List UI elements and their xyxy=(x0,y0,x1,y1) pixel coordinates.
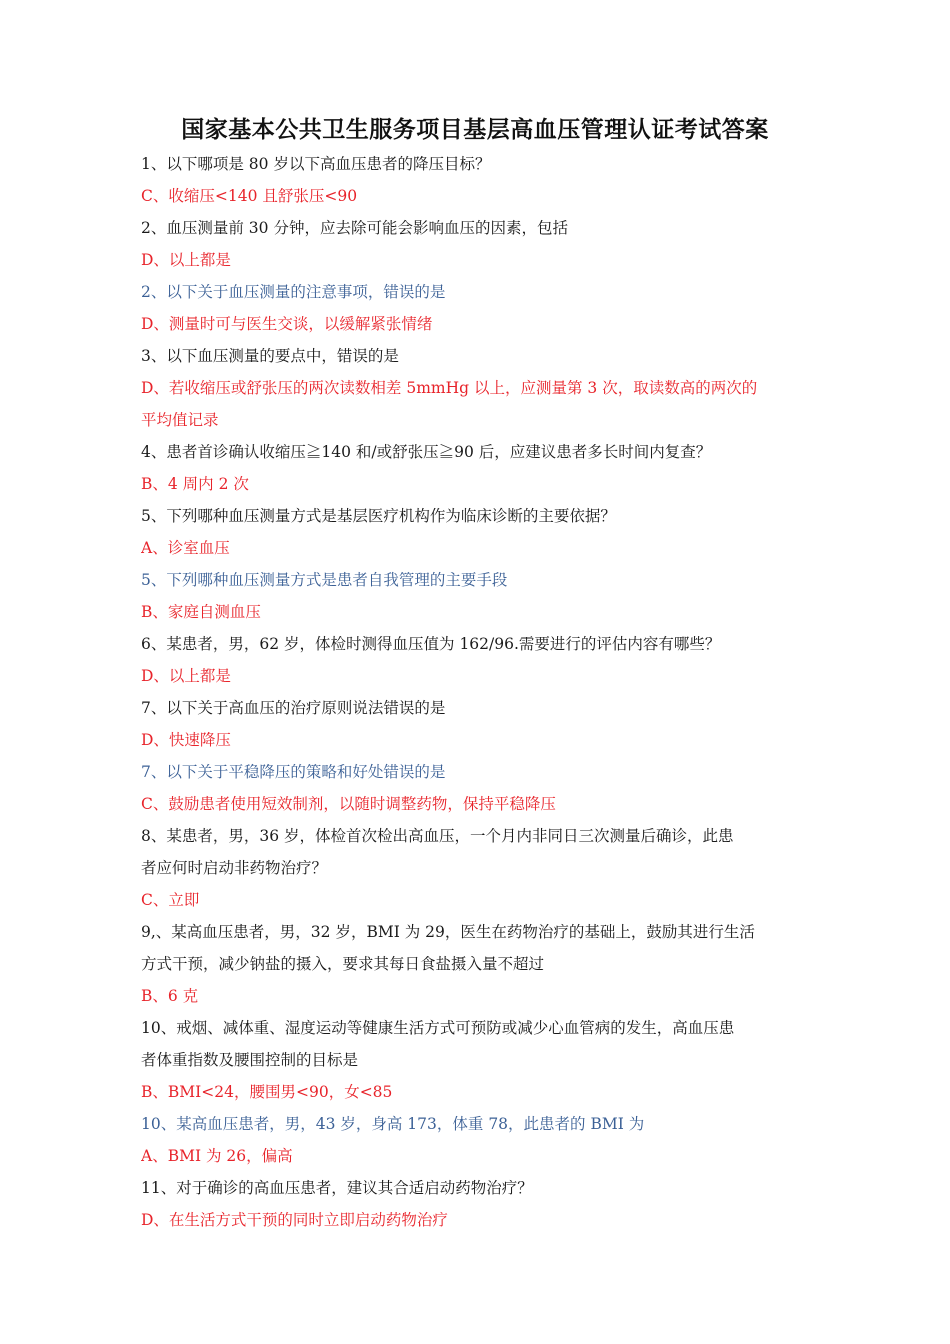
answer-line: B、6 克 xyxy=(141,987,199,1005)
question-line: 10、戒烟、减体重、湿度运动等健康生活方式可预防或减少心血管病的发生，高血压患 xyxy=(141,1019,735,1037)
question-line-variant: 7、以下关于平稳降压的策略和好处错误的是 xyxy=(141,763,446,781)
answer-line: A、BMI 为 26，偏高 xyxy=(141,1147,293,1165)
answer-line: D、快速降压 xyxy=(141,731,231,749)
question-line-variant: 2、以下关于血压测量的注意事项，错误的是 xyxy=(141,283,446,301)
answer-line: D、在生活方式干预的同时立即启动药物治疗 xyxy=(141,1211,448,1229)
question-line-variant: 10、某高血压患者，男，43 岁，身高 173，体重 78，此患者的 BMI 为 xyxy=(141,1115,645,1133)
question-line: 者体重指数及腰围控制的目标是 xyxy=(141,1051,359,1069)
document-body xyxy=(141,148,813,1236)
question-line: 方式干预，减少钠盐的摄入，要求其每日食盐摄入量不超过 xyxy=(141,955,545,973)
question-line: 2、血压测量前 30 分钟，应去除可能会影响血压的因素，包括 xyxy=(141,219,568,237)
answer-line: B、BMI<24，腰围男<90，女<85 xyxy=(141,1083,393,1101)
answer-line: B、4 周内 2 次 xyxy=(141,475,249,493)
question-line-variant: 5、下列哪种血压测量方式是患者自我管理的主要手段 xyxy=(141,571,508,589)
answer-line: D、若收缩压或舒张压的两次读数相差 5mmHg 以上，应测量第 3 次，取读数高的两次的 xyxy=(141,379,758,397)
question-line: 者应何时启动非药物治疗？ xyxy=(141,859,328,877)
question-line: 5、下列哪种血压测量方式是基层医疗机构作为临床诊断的主要依据？ xyxy=(141,507,616,525)
question-line: 8、某患者，男，36 岁，体检首次检出高血压，一个月内非同日三次测量后确诊，此患 xyxy=(141,827,734,845)
question-line: 6、某患者，男，62 岁，体检时测得血压值为 162/96.需要进行的评估内容有哪些？ xyxy=(141,635,721,653)
question-line: 11、对于确诊的高血压患者，建议其合适启动药物治疗？ xyxy=(141,1179,533,1197)
answer-line: C、鼓励患者使用短效制剂，以随时调整药物，保持平稳降压 xyxy=(141,795,556,813)
answer-line: C、立即 xyxy=(141,891,200,909)
answer-line: C、收缩压<140 且舒张压<90 xyxy=(141,187,358,205)
answer-line: D、以上都是 xyxy=(141,251,231,269)
answer-line: 平均值记录 xyxy=(141,411,219,429)
question-line: 9,、某高血压患者，男，32 岁，BMI 为 29，医生在药物治疗的基础上，鼓励其进行生活 xyxy=(141,923,755,941)
answer-line: D、以上都是 xyxy=(141,667,231,685)
answer-line: A、诊室血压 xyxy=(141,539,230,557)
question-line: 1、以下哪项是 80 岁以下高血压患者的降压目标？ xyxy=(141,155,491,173)
document-title: 国家基本公共卫生服务项目基层高血压管理认证考试答案 xyxy=(181,117,769,143)
answer-line: B、家庭自测血压 xyxy=(141,603,261,621)
answer-line: D、测量时可与医生交谈，以缓解紧张情绪 xyxy=(141,315,433,333)
question-line: 3、以下血压测量的要点中，错误的是 xyxy=(141,347,399,365)
question-line: 4、患者首诊确认收缩压≧140 和/或舒张压≧90 后，应建议患者多长时间内复查？ xyxy=(141,443,712,461)
question-line: 7、以下关于高血压的治疗原则说法错误的是 xyxy=(141,699,446,717)
